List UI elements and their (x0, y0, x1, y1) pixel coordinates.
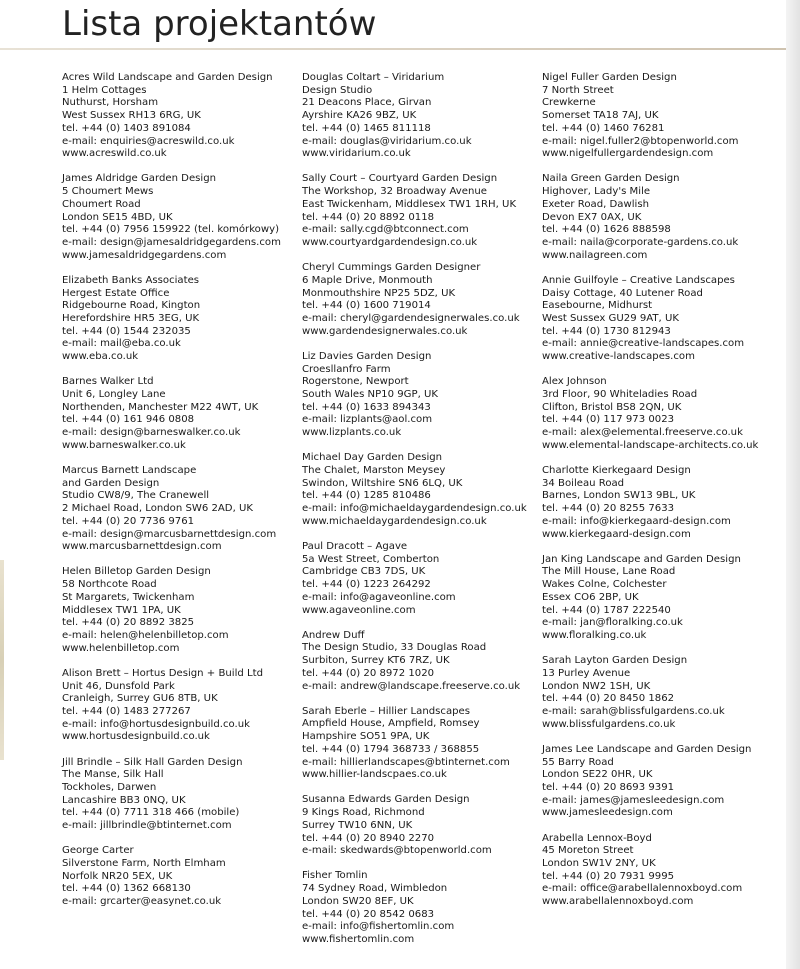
email-address: e-mail: enquiries@acreswild.co.uk (62, 135, 235, 147)
address-line: Surbiton, Surrey KT6 7RZ, UK (302, 655, 450, 667)
designer-entry (542, 275, 778, 364)
email-address: e-mail: sally.cgd@btconnect.com (302, 224, 469, 236)
phone-number: tel. +44 (0) 1633 894343 (302, 401, 431, 413)
phone-number: tel. +44 (0) 20 8542 0683 (302, 908, 435, 920)
website-url: www.kierkegaard-design.com (542, 528, 691, 540)
website-url: www.courtyardgardendesign.co.uk (302, 236, 478, 248)
designer-entry (62, 465, 298, 554)
address-line: London SW20 8EF, UK (302, 895, 414, 907)
designer-name: James Lee Landscape and Garden Design (542, 743, 752, 755)
address-line: Unit 46, Dunsfold Park (62, 680, 175, 692)
designer-name: George Carter (62, 845, 134, 857)
address-line: Easebourne, Midhurst (542, 300, 653, 312)
address-line: The Chalet, Marston Meysey (302, 464, 446, 476)
designer-name: Liz Davies Garden Design (302, 350, 432, 362)
address-line: Cranleigh, Surrey GU6 8TB, UK (62, 693, 218, 705)
email-address: e-mail: mail@eba.co.uk (62, 338, 181, 350)
email-address: e-mail: info@michaeldaygardendesign.co.uk (302, 503, 527, 515)
designer-name: Sally Court – Courtyard Garden Design (302, 173, 498, 185)
designer-name: Jan King Landscape and Garden Design (542, 553, 741, 565)
phone-number: tel. +44 (0) 20 8693 9391 (542, 781, 675, 793)
phone-number: tel. +44 (0) 161 946 0808 (62, 414, 195, 426)
phone-number: tel. +44 (0) 1483 277267 (62, 705, 191, 717)
phone-number: tel. +44 (0) 20 8940 2270 (302, 832, 435, 844)
address-line: Hergest Estate Office (62, 287, 170, 299)
website-url: www.barneswalker.co.uk (62, 439, 186, 451)
phone-number: tel. +44 (0) 1285 810486 (302, 490, 431, 502)
designer-entry (302, 452, 538, 528)
designer-name: Arabella Lennox-Boyd (542, 832, 652, 844)
designer-name: Douglas Coltart – Viridarium (302, 72, 445, 83)
website-url: www.marcusbarnettdesign.com (62, 541, 222, 553)
address-line: 9 Kings Road, Richmond (302, 807, 425, 819)
email-address: e-mail: andrew@landscape.freeserve.co.uk (302, 680, 521, 692)
directory-column-2 (302, 72, 538, 959)
website-url: www.gardendesignerwales.co.uk (302, 325, 468, 337)
website-url: www.agaveonline.com (302, 604, 416, 616)
designer-name: Helen Billetop Garden Design (62, 566, 211, 578)
address-line: 55 Barry Road (542, 756, 614, 768)
address-line: Monmouthshire NP25 5DZ, UK (302, 287, 456, 299)
email-address: e-mail: office@arabellalennoxboyd.com (542, 883, 743, 895)
address-line: Daisy Cottage, 40 Lutener Road (542, 287, 703, 299)
designer-entry (542, 554, 778, 643)
email-address: e-mail: jan@floralking.co.uk (542, 617, 683, 629)
address-line: Design Studio (302, 84, 373, 96)
directory-column-1 (62, 72, 298, 921)
address-line: London SW1V 2NY, UK (542, 857, 656, 869)
designer-entry (542, 744, 778, 820)
address-line: London SE15 4BD, UK (62, 211, 173, 223)
designer-name: Sarah Layton Garden Design (542, 655, 688, 667)
address-line: Choumert Road (62, 198, 141, 210)
designer-entry (62, 173, 298, 262)
website-url: www.viridarium.co.uk (302, 148, 411, 160)
designer-entry (542, 72, 778, 161)
email-address: e-mail: jillbrindle@btinternet.com (62, 820, 232, 832)
designer-entry (62, 376, 298, 452)
designer-name: Fisher Tomlin (302, 870, 368, 882)
address-line: 3rd Floor, 90 Whiteladies Road (542, 388, 698, 400)
designer-entry (302, 794, 538, 858)
address-line: Unit 6, Longley Lane (62, 388, 166, 400)
address-line: The Mill House, Lane Road (542, 566, 676, 578)
email-address: e-mail: nigel.fuller2@btopenworld.com (542, 135, 739, 147)
designer-name: Jill Brindle – Silk Hall Garden Design (62, 756, 243, 768)
designer-name: Sarah Eberle – Hillier Landscapes (302, 705, 471, 717)
website-url: www.hortusdesignbuild.co.uk (62, 731, 210, 743)
designer-name: Marcus Barnett Landscape (62, 464, 197, 476)
email-address: e-mail: info@hortusdesignbuild.co.uk (62, 718, 250, 730)
address-line: 21 Deacons Place, Girvan (302, 97, 432, 109)
designer-entry (302, 173, 538, 249)
email-address: e-mail: hillierlandscapes@btinternet.com (302, 756, 510, 768)
designer-name: Michael Day Garden Design (302, 452, 443, 464)
email-address: e-mail: design@marcusbarnettdesign.com (62, 528, 277, 540)
designer-name: Elizabeth Banks Associates (62, 274, 200, 286)
designer-name: Andrew Duff (302, 629, 365, 641)
designer-entry (302, 541, 538, 617)
email-address: e-mail: lizplants@aol.com (302, 414, 433, 426)
address-line: Ampfield House, Ampfield, Romsey (302, 718, 480, 730)
website-url: www.fishertomlin.com (302, 933, 415, 945)
designer-entry (542, 655, 778, 731)
phone-number: tel. +44 (0) 1465 811118 (302, 122, 431, 134)
phone-number: tel. +44 (0) 1626 888598 (542, 224, 671, 236)
address-line: Essex CO6 2BP, UK (542, 591, 639, 603)
phone-number: tel. +44 (0) 1730 812943 (542, 325, 671, 337)
designer-entry (62, 668, 298, 744)
website-url: www.floralking.co.uk (542, 629, 647, 641)
address-line: Ridgebourne Road, Kington (62, 300, 201, 312)
designer-name: Susanna Edwards Garden Design (302, 794, 470, 806)
phone-number: tel. +44 (0) 20 8892 0118 (302, 211, 435, 223)
phone-number: tel. +44 (0) 20 8892 3825 (62, 617, 195, 629)
website-url: www.elemental-landscape-architects.co.uk (542, 439, 759, 451)
address-line: 6 Maple Drive, Monmouth (302, 274, 433, 286)
phone-number: tel. +44 (0) 20 8255 7633 (542, 503, 675, 515)
address-line: Somerset TA18 7AJ, UK (542, 110, 659, 122)
address-line: Surrey TW10 6NN, UK (302, 819, 413, 831)
phone-number: tel. +44 (0) 1403 891084 (62, 122, 191, 134)
address-line: Nuthurst, Horsham (62, 97, 159, 109)
email-address: e-mail: james@jamesleedesign.com (542, 794, 725, 806)
website-url: www.arabellalennoxboyd.com (542, 896, 694, 908)
email-address: e-mail: info@kierkegaard-design.com (542, 515, 731, 527)
address-line: Middlesex TW1 1PA, UK (62, 604, 181, 616)
address-line: London SE22 0HR, UK (542, 769, 653, 781)
designer-entry (302, 351, 538, 440)
address-line: The Manse, Silk Hall (62, 769, 164, 781)
address-line: Crewkerne (542, 97, 596, 109)
address-line: and Garden Design (62, 477, 160, 489)
phone-number: tel. +44 (0) 1544 232035 (62, 325, 191, 337)
designer-entry (542, 465, 778, 541)
website-url: www.michaeldaygardendesign.co.uk (302, 515, 487, 527)
phone-number: tel. +44 (0) 1794 368733 / 368855 (302, 743, 480, 755)
email-address: e-mail: helen@helenbilletop.com (62, 629, 229, 641)
designer-name: Annie Guilfoyle – Creative Landscapes (542, 274, 735, 286)
designer-name: Paul Dracott – Agave (302, 541, 408, 552)
phone-number: tel. +44 (0) 117 973 0023 (542, 414, 675, 426)
designer-name: James Aldridge Garden Design (62, 173, 217, 185)
phone-number: tel. +44 (0) 20 8450 1862 (542, 693, 675, 705)
website-url: www.creative-landscapes.com (542, 351, 695, 363)
address-line: Barnes, London SW13 9BL, UK (542, 490, 696, 502)
designer-entry (542, 833, 778, 909)
address-line: Clifton, Bristol BS8 2QN, UK (542, 401, 682, 413)
designer-name: Acres Wild Landscape and Garden Design (62, 72, 273, 83)
website-url: www.helenbilletop.com (62, 642, 180, 654)
phone-number: tel. +44 (0) 7956 159922 (tel. komórkowy) (62, 224, 280, 236)
address-line: London NW2 1SH, UK (542, 680, 651, 692)
address-line: The Design Studio, 33 Douglas Road (302, 642, 487, 654)
email-address: e-mail: info@agaveonline.com (302, 591, 456, 603)
email-address: e-mail: alex@elemental.freeserve.co.uk (542, 427, 743, 439)
email-address: e-mail: design@jamesaldridgegardens.com (62, 236, 281, 248)
website-url: www.jamesleedesign.com (542, 807, 673, 819)
email-address: e-mail: annie@creative-landscapes.com (542, 338, 745, 350)
address-line: Cambridge CB3 7DS, UK (302, 566, 426, 578)
email-address: e-mail: douglas@viridarium.co.uk (302, 135, 472, 147)
address-line: Norfolk NR20 5EX, UK (62, 870, 173, 882)
address-line: St Margarets, Twickenham (62, 591, 195, 603)
address-line: Herefordshire HR5 3EG, UK (62, 312, 200, 324)
designer-name: Barnes Walker Ltd (62, 376, 154, 388)
designer-entry (542, 376, 778, 452)
designer-name: Naila Green Garden Design (542, 173, 680, 185)
email-address: e-mail: design@barneswalker.co.uk (62, 427, 241, 439)
address-line: 34 Boileau Road (542, 477, 625, 489)
email-address: e-mail: sarah@blissfulgardens.co.uk (542, 705, 725, 717)
designer-name: Charlotte Kierkegaard Design (542, 464, 691, 476)
address-line: Devon EX7 0AX, UK (542, 211, 642, 223)
phone-number: tel. +44 (0) 20 7736 9761 (62, 515, 195, 527)
address-line: Hampshire SO51 9PA, UK (302, 731, 430, 743)
designer-entry (302, 706, 538, 782)
address-line: Silverstone Farm, North Elmham (62, 857, 226, 869)
address-line: 45 Moreton Street (542, 845, 634, 857)
website-url: www.blissfulgardens.co.uk (542, 718, 676, 730)
address-line: 13 Purley Avenue (542, 667, 631, 679)
directory-column-3 (542, 72, 778, 921)
address-line: Lancashire BB3 0NQ, UK (62, 794, 186, 806)
email-address: e-mail: naila@corporate-gardens.co.uk (542, 236, 739, 248)
address-line: 58 Northcote Road (62, 579, 157, 591)
address-line: Rogerstone, Newport (302, 376, 409, 388)
address-line: Studio CW8/9, The Cranewell (62, 490, 210, 502)
phone-number: tel. +44 (0) 1460 76281 (542, 122, 665, 134)
address-line: West Sussex RH13 6RG, UK (62, 110, 201, 122)
website-url: www.lizplants.co.uk (302, 427, 402, 439)
address-line: Croesllanfro Farm (302, 363, 391, 375)
address-line: 2 Michael Road, London SW6 2AD, UK (62, 503, 253, 515)
website-url: www.nailagreen.com (542, 249, 648, 261)
designer-entry (62, 72, 298, 161)
page-edge-decoration (0, 560, 4, 760)
designer-name: Nigel Fuller Garden Design (542, 72, 677, 83)
designer-entry (302, 262, 538, 338)
address-line: The Workshop, 32 Broadway Avenue (302, 186, 487, 198)
phone-number: tel. +44 (0) 1787 222540 (542, 604, 671, 616)
email-address: e-mail: grcarter@easynet.co.uk (62, 896, 222, 908)
designer-entry (62, 845, 298, 909)
designer-name: Cheryl Cummings Garden Designer (302, 262, 481, 274)
address-line: Highover, Lady's Mile (542, 186, 651, 198)
address-line: 1 Helm Cottages (62, 84, 147, 96)
phone-number: tel. +44 (0) 20 8972 1020 (302, 667, 435, 679)
address-line: 7 North Street (542, 84, 614, 96)
designer-name: Alex Johnson (542, 376, 607, 388)
designer-entry (542, 173, 778, 262)
designer-entry (302, 870, 538, 946)
designer-entry (302, 630, 538, 694)
designer-entry (302, 72, 538, 161)
address-line: 5 Choumert Mews (62, 186, 154, 198)
designer-name: Alison Brett – Hortus Design + Build Ltd (62, 667, 263, 679)
address-line: Exeter Road, Dawlish (542, 198, 649, 210)
address-line: East Twickenham, Middlesex TW1 1RH, UK (302, 198, 517, 210)
address-line: 5a West Street, Comberton (302, 553, 440, 565)
address-line: West Sussex GU29 9AT, UK (542, 312, 679, 324)
website-url: www.jamesaldridgegardens.com (62, 249, 227, 261)
email-address: e-mail: skedwards@btopenworld.com (302, 845, 492, 857)
designer-entry (62, 566, 298, 655)
phone-number: tel. +44 (0) 1600 719014 (302, 300, 431, 312)
website-url: www.nigelfullergardendesign.com (542, 148, 714, 160)
website-url: www.hillier-landscpaes.co.uk (302, 769, 447, 781)
title-divider (0, 48, 786, 50)
address-line: Ayrshire KA26 9BZ, UK (302, 110, 417, 122)
email-address: e-mail: info@fishertomlin.com (302, 921, 455, 933)
address-line: Wakes Colne, Colchester (542, 579, 667, 591)
email-address: e-mail: cheryl@gardendesignerwales.co.uk (302, 312, 520, 324)
book-spine-shadow (786, 0, 800, 969)
address-line: South Wales NP10 9GP, UK (302, 388, 438, 400)
designer-entry (62, 275, 298, 364)
address-line: Swindon, Wiltshire SN6 6LQ, UK (302, 477, 463, 489)
address-line: 74 Sydney Road, Wimbledon (302, 883, 448, 895)
website-url: www.eba.co.uk (62, 351, 139, 363)
phone-number: tel. +44 (0) 7711 318 466 (mobile) (62, 807, 240, 819)
address-line: Northenden, Manchester M22 4WT, UK (62, 401, 259, 413)
phone-number: tel. +44 (0) 20 7931 9995 (542, 870, 675, 882)
phone-number: tel. +44 (0) 1223 264292 (302, 579, 431, 591)
address-line: Tockholes, Darwen (62, 781, 157, 793)
website-url: www.acreswild.co.uk (62, 148, 167, 160)
page-title: Lista projektantów (62, 4, 377, 44)
designer-entry (62, 757, 298, 833)
phone-number: tel. +44 (0) 1362 668130 (62, 883, 191, 895)
